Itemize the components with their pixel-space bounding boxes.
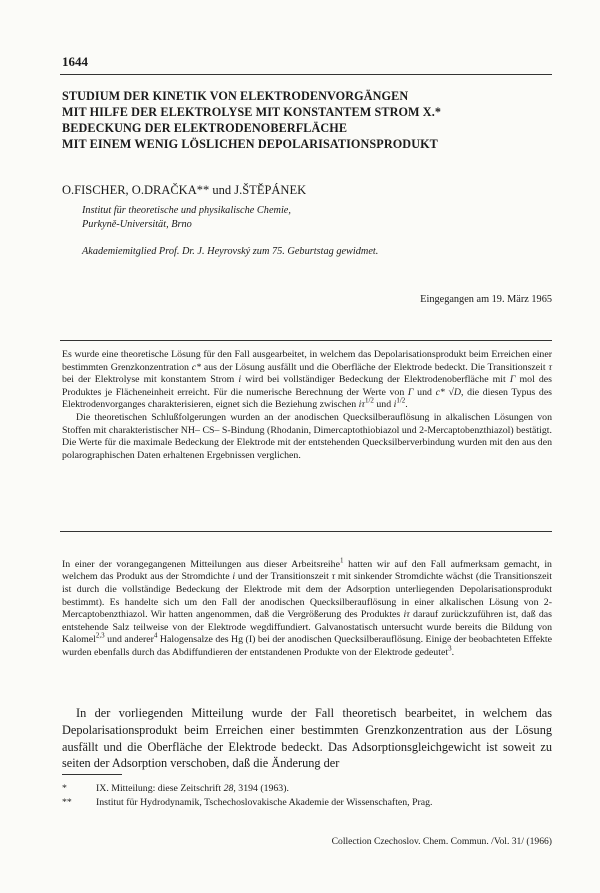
header-rule	[60, 74, 552, 75]
footnotes	[62, 782, 552, 810]
body-paragraph-2: In der vorliegenden Mitteilung wurde der Fall theoretisch bearbeitet, in welchem das Depolarisationsprodukt beim Erreichen einer bestimmten Grenzkonzentration aus der Lösung ausfällt und die Oberfläche der Elektrode bedeckt. Das Adsorptionsgleichgewicht ist soweit zu seiten der Adsorption verschoben, daß die Änderung der	[62, 706, 552, 771]
abstract-rule-bottom	[60, 531, 552, 532]
affiliation-line-1: Institut für theoretische und physikalische Chemie,	[82, 205, 291, 216]
affiliation	[82, 204, 542, 232]
affiliation-line-2: Purkyně-Universität, Brno	[82, 219, 192, 230]
footnote-1: * IX. Mitteilung: diese Zeitschrift 28, 3194 (1963).	[62, 783, 289, 794]
abstract	[62, 349, 552, 462]
authors: O.FISCHER, O.DRAČKA** und J.ŠTĚPÁNEK	[62, 183, 307, 197]
dedication: Akademiemitglied Prof. Dr. J. Heyrovský zum 75. Geburtstag gewidmet.	[82, 246, 379, 257]
journal-citation: Collection Czechoslov. Chem. Commun. /Vol. 31/ (1966)	[331, 836, 552, 847]
reference-4: 4	[153, 632, 158, 641]
abstract-paragraph-1: Es wurde eine theoretische Lösung für den Fall ausgearbeitet, in welchem das Depolarisationsprodukt beim Erreichen einer bestimmten Grenzkonzentration c* aus der Lösung ausfällt und die Oberfläche der Elektrode bedeckt. Die Transitionszeit τ bei der Elektrolyse mit konstantem Strom i wird bei vollständiger Bedeckung der Elektrodenoberfläche mit Γ mol des Produktes je Flächeneinheit erreicht. Für die numerische Berechnung der Werte von Γ und c* √D, die diesen Typus des Elektrodenvorganges charakterisieren, eignet sich die Beziehung zwischen $i\tau^{1/2}$ und $i^{1/2}$.	[62, 349, 553, 411]
footnote-rule	[62, 774, 122, 775]
reference-3: 3	[448, 644, 452, 653]
title-line-4: MIT EINEM WENIG LÖSLICHEN DEPOLARISATIONSPRODUKT	[62, 137, 438, 151]
page-number: 1644	[62, 54, 88, 69]
title-line-3: BEDECKUNG DER ELEKTRODENOBERFLÄCHE	[62, 121, 348, 135]
abstract-rule-top	[60, 340, 552, 341]
body-paragraph-1: In einer der vorangegangenen Mitteilungen aus dieser Arbeitsreihe$^1$ hatten wir auf den Fall aufmerksam gemacht, in welchem das Produkt aus der Stromdichte i und der Transitionszeit τ mit sinkender Stromdichte wächst (die Transitionszeit ist durch die vollständige Bedeckung der Elektrode mit dem der Adsorption unterliegenden Depolarisationsprodukt bestimmt). Es handelte sich um den Fall der anodischen Quecksilberauflösung in einer alkalischen Lösung von 2-Mercaptobenzthiazol. Wir hatten angenommen, daß die Vergrößerung des Produktes iτ darauf zurückzuführen ist, daß das entstehende Salz teilweise von der Elektrode wegdiffundiert. Galvanostatisch untersucht wurde bereits die Bildung von Kalomel$^{2,3}$ und anderer$^4$ Halogensalze des Hg (I) bei der anodischen Quecksilberauflösung. Einige der beobachteten Effekte wurden ebenfalls durch das Abdiffundieren der entstandenen Produkte von der Elektrode gedeutet$^3$.	[62, 556, 552, 658]
article-title	[62, 88, 552, 152]
title-line-1: STUDIUM DER KINETIK VON ELEKTRODENVORGÄNGEN	[62, 89, 409, 103]
reference-2-3: 2,3	[95, 632, 105, 641]
footnote-2: ** Institut für Hydrodynamik, Tschechoslovakische Akademie der Wissenschaften, Prag.	[62, 797, 433, 808]
abstract-paragraph-2: Die theoretischen Schlußfolgerungen wurden an der anodischen Quecksilberauflösung in alkalischen Lösungen von Stoffen mit charakteristischer NH– CS– S-Bindung (Rhodanin, Dimercaptothiobiazol und 2-Mercaptobenzthiazol) bestätigt. Die Werte für die maximale Bedeckung der Elektrode mit der entstehenden Quecksilberverbindung wurden mit den aus den polarographischen Daten erhaltenen Ergebnissen verglichen.	[62, 411, 552, 461]
title-line-2: MIT HILFE DER ELEKTROLYSE MIT KONSTANTEM STROM X.*	[62, 105, 442, 119]
reference-1: 1	[339, 556, 344, 565]
received-date: Eingegangen am 19. März 1965	[420, 294, 552, 305]
